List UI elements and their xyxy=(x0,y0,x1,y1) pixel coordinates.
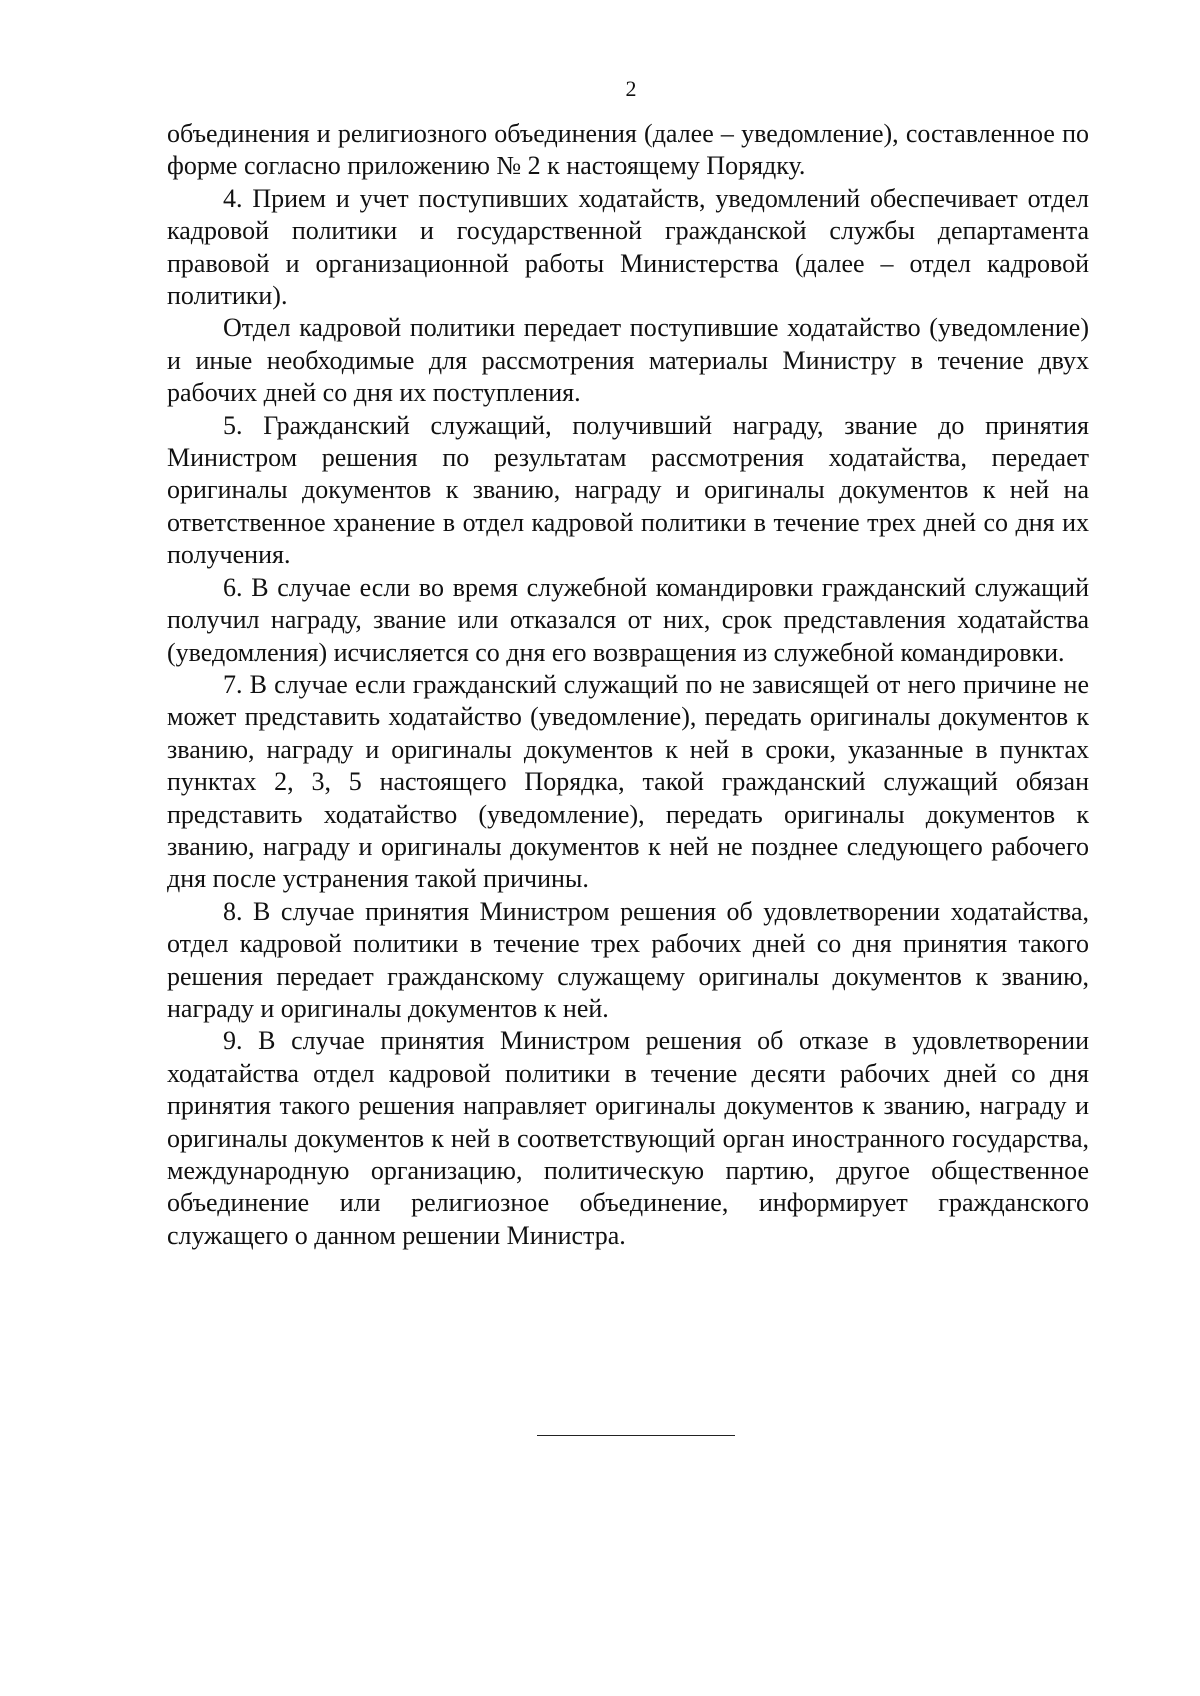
paragraph-item-4: 4. Прием и учет поступивших ходатайств, уведомлений обеспечивает отдел кадровой политики и государственной гражданской службы департамента правовой и организационной работы Министерства (далее – отдел кадровой политики). xyxy=(167,183,1089,311)
paragraph-item-4-transfer: Отдел кадровой политики передает поступившие ходатайство (уведомление) и иные необходимые для рассмотрения материалы Министру в течение двух рабочих дней со дня их поступления. xyxy=(167,313,1089,408)
paragraph-item-5: 5. Гражданский служащий, получивший награду, звание до принятия Министром решения по результатам рассмотрения ходатайства, передает оригиналы документов к званию, награду и оригиналы документов к ней на ответственное хранение в отдел кадровой политики в течение трех дней со дня их получения. xyxy=(167,410,1089,570)
paragraph-item-6: 6. В случае если во время служебной командировки гражданский служащий получил награду, звание или отказался от них, срок представления ходатайства (уведомления) исчисляется со дня его возвращения из служебной командировки. xyxy=(167,572,1089,667)
paragraph-continuation: объединения и религиозного объединения (далее – уведомление), составленное по форме согласно приложению № 2 к настоящему Порядку. xyxy=(167,119,1089,181)
paragraph-item-7: 7. В случае если гражданский служащий по не зависящей от него причине не может представить ходатайство (уведомление), передать оригиналы документов к званию, награду и оригиналы документов к ней в сроки, указанные в пунктах пунктах 2, 3, 5 настоящего Порядка, такой гражданский служащий обязан представить ходатайство (уведомление), передать оригиналы документов к званию, награду и оригиналы документов к ней не позднее следующего рабочего дня после устранения такой причины. xyxy=(167,669,1089,894)
page-number: 2 xyxy=(625,76,637,101)
paragraph-item-8: 8. В случае принятия Министром решения об удовлетворении ходатайства, отдел кадровой политики в течение трех рабочих дней со дня принятия такого решения передает гражданскому служащему оригиналы документов к званию, награду и оригиналы документов к ней. xyxy=(167,896,1089,1023)
paragraph-item-9: 9. В случае принятия Министром решения об отказе в удовлетворении ходатайства отдел кадровой политики в течение десяти рабочих дней со дня принятия такого решения направляет оригиналы документов к званию, награду и оригиналы документов к ней в соответствующий орган иностранного государства, международную организацию, политическую партию, другое общественное объединение или религиозное объединение, информирует гражданского служащего о данном решении Министра. xyxy=(167,1026,1089,1250)
end-of-text-rule xyxy=(537,1435,735,1436)
document-body xyxy=(167,118,1089,1252)
